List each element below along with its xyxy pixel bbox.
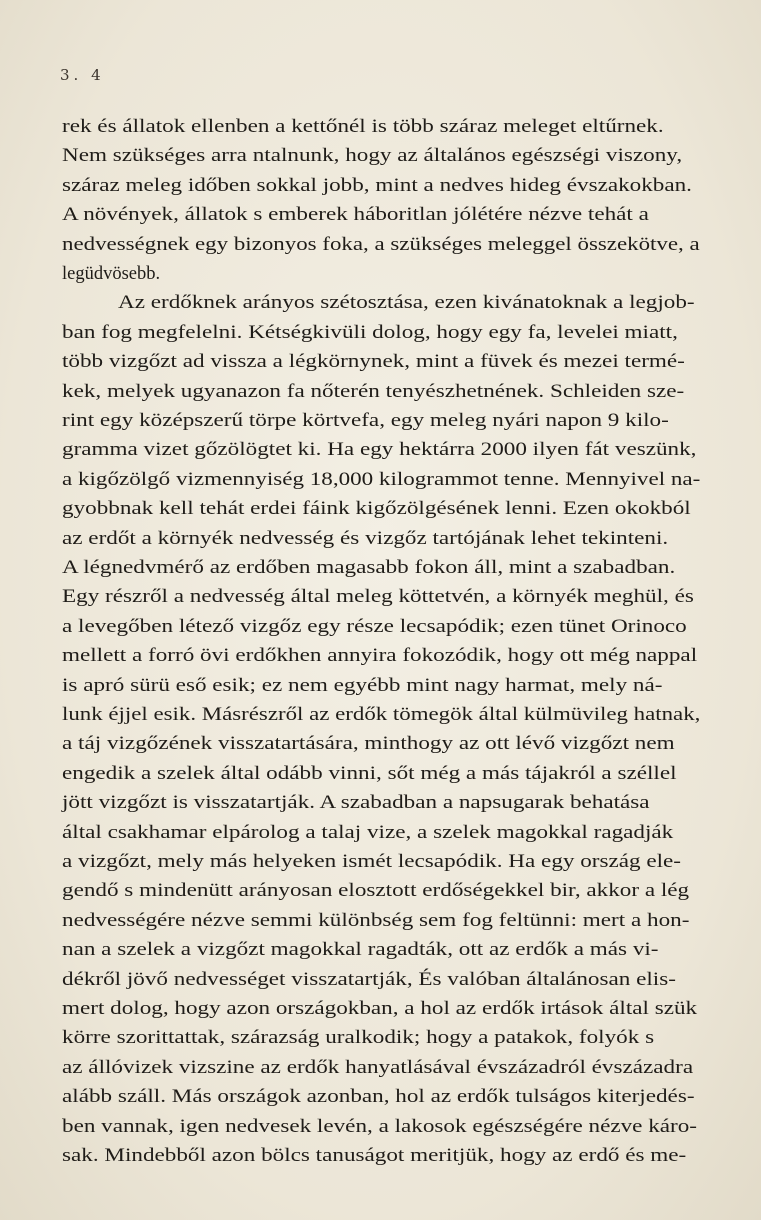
text-line: dékről jövő nedvességet visszatartják, És valóban általánosan elis- <box>62 969 676 990</box>
text-line: az erdőt a környék nedvesség és vizgőz tartójának lehet tekinteni. <box>62 528 669 549</box>
text-line: Egy részről a nedvesség által meleg köttetvén, a környék meghül, és <box>62 587 694 608</box>
text-line: a vizgőzt, mely más helyeken ismét lecsapódik. Ha egy ország ele- <box>62 852 682 872</box>
page-number-mark: 3. 4 <box>60 66 105 84</box>
text-line: rek és állatok ellenben a kettőnél is több száraz meleget eltűrnek. <box>62 117 664 137</box>
text-line: gramma vizet gőzölögtet ki. Ha egy hektárra 2000 ilyen fát veszünk, <box>62 440 697 461</box>
text-line: mert dolog, hogy azon országokban, a hol az erdők irtások által szük <box>62 999 698 1019</box>
text-line: a kigőzölgő vizmennyiség 18,000 kilogrammot tenne. Mennyivel na- <box>62 469 701 490</box>
text-line: az állóvizek vizszine az erdők hanyatlásával évszázadról évszázadra <box>62 1057 694 1078</box>
text-line: jött vizgőzt is visszatartják. A szabadban a napsugarak behatása <box>62 793 650 814</box>
text-line: kek, melyek ugyanazon fa nőterén tenyészhetnének. Schleiden sze- <box>62 381 685 402</box>
text-line: lunk éjjel esik. Másrészről az erdők tömegök által külmüvileg hatnak, <box>62 705 701 725</box>
text-line: mellett a forró övi erdőkhen annyira fokozódik, hogy ott még nappal <box>62 646 698 667</box>
text-line: gendő s mindenütt arányosan elosztott erdőségekkel bir, akkor a lég <box>62 881 690 902</box>
text-line: Az erdőknek arányos szétosztása, ezen kivánatoknak a legjob- <box>118 293 695 314</box>
text-line: engedik a szelek által odább vinni, sőt még a más tájakról a széllel <box>62 763 677 784</box>
text-line: A növények, állatok s emberek háboritlan jólétére nézve tehát a <box>62 205 649 226</box>
text-line: által csakhamar elpárolog a talaj vize, a szelek magokkal ragadják <box>62 822 674 843</box>
text-line: alább száll. Más országok azonban, hol az erdők tulságos kiterjedés- <box>62 1087 695 1108</box>
text-line: a táj vizgőzének visszatartására, minthogy az ott lévő vizgőzt nem <box>62 734 675 755</box>
text-line: száraz meleg időben sokkal jobb, mint a nedves hideg évszakokban. <box>62 175 692 196</box>
text-line: legüdvösebb. <box>62 264 161 284</box>
text-line: a levegőben létező vizgőz egy része lecsapódik; ezen tünet Orinoco <box>62 616 687 637</box>
text-line: ben vannak, igen nedvesek levén, a lakosok egészségére nézve káro- <box>62 1116 698 1137</box>
text-line: nedvességnek egy bizonyos foka, a szükséges meleggel összekötve, a <box>62 234 700 255</box>
text-line: rint egy középszerű törpe körtvefa, egy meleg nyári napon 9 kilo- <box>62 411 669 431</box>
text-line: A légnedvmérő az erdőben magasabb fokon áll, mint a szabadban. <box>62 558 676 578</box>
text-line: Nem szükséges arra ntalnunk, hogy az általános egészségi viszony, <box>62 146 683 167</box>
text-line: is apró sürü eső esik; ez nem egyébb mint nagy harmat, mely ná- <box>62 675 663 696</box>
text-line: nedvességére nézve semmi különbség sem fog feltünni: mert a hon- <box>62 910 690 931</box>
text-line: több vizgőzt ad vissza a légkörnynek, mint a füvek és mezei termé- <box>62 352 685 373</box>
text-line: nan a szelek a vizgőzt magokkal ragadták, ott az erdők a más vi- <box>62 940 659 961</box>
text-line: gyobbnak kell tehát erdei fáink kigőzölgésének lenni. Ezen okokból <box>62 499 691 520</box>
text-line: sak. Mindebből azon bölcs tanuságot meritjük, hogy az erdő és me- <box>62 1146 687 1166</box>
text-line: körre szorittattak, szárazság uralkodik; hogy a patakok, folyók s <box>62 1028 655 1049</box>
text-line: ban fog megfelelni. Kétségkivüli dolog, hogy egy fa, levelei miatt, <box>62 322 678 343</box>
